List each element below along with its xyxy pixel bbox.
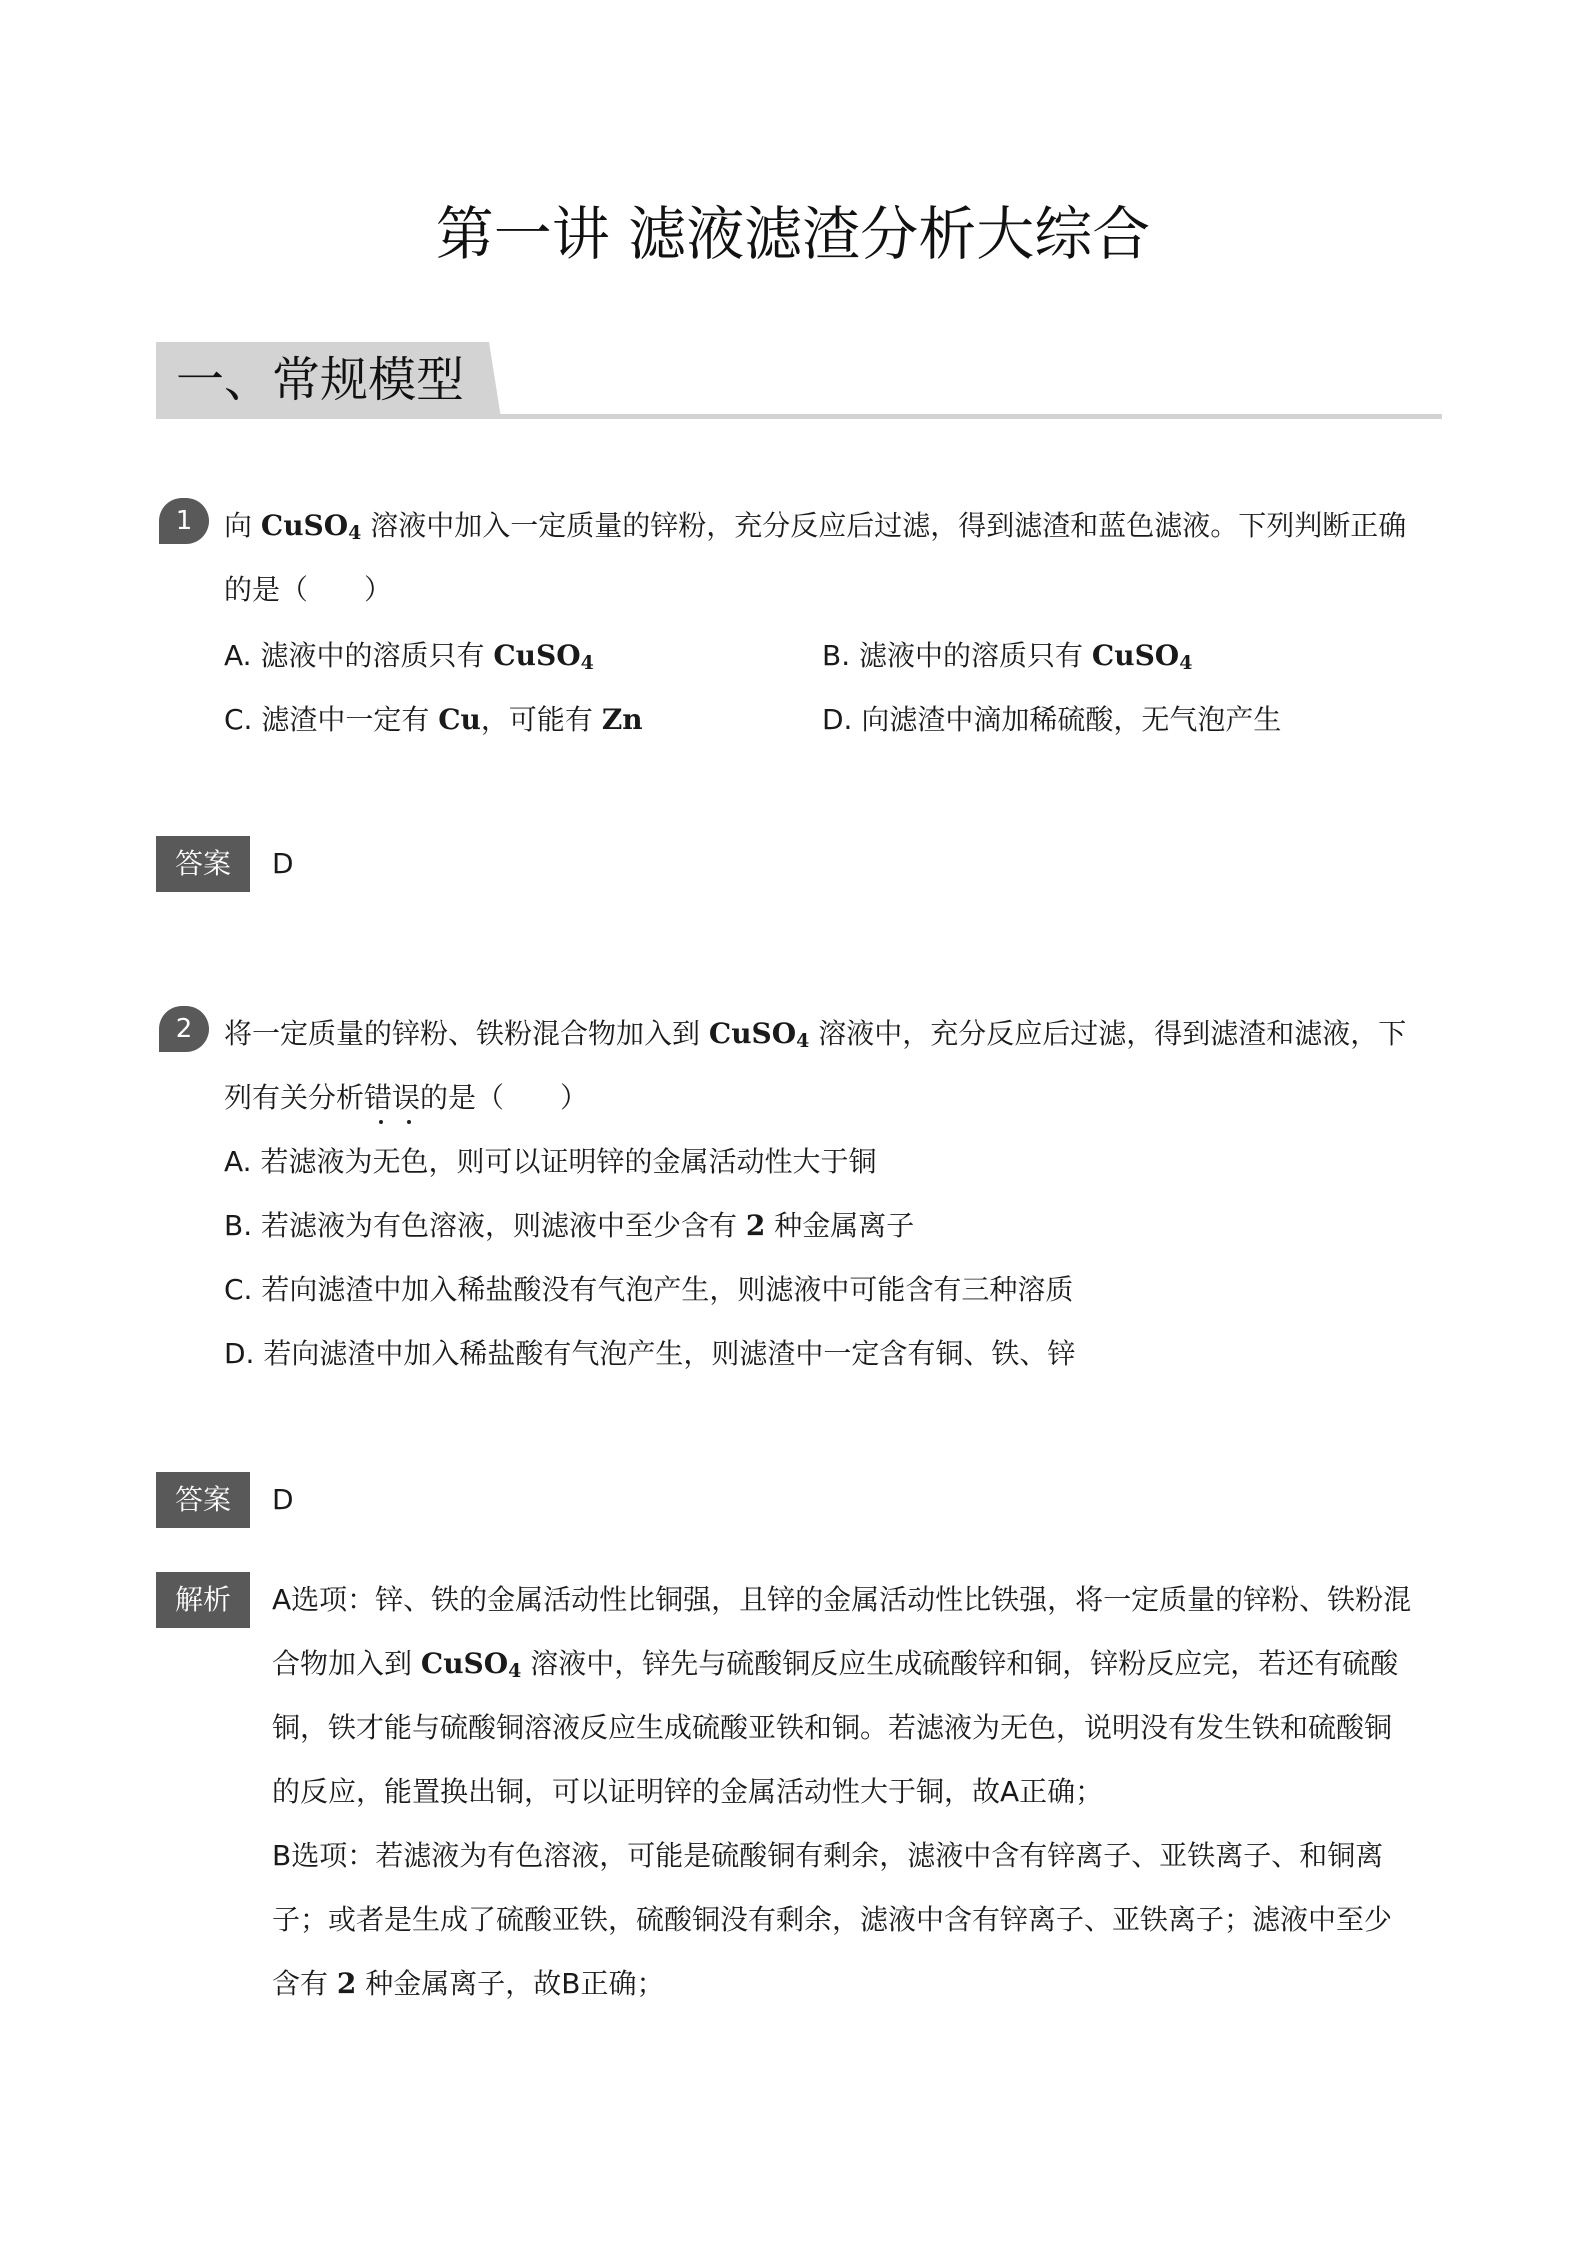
analysis-tag: 解析 [156,1572,250,1628]
option-a: A. 滤液中的溶质只有 CuSO$_4$ [224,639,594,674]
analysis-line: A选项：锌、铁的金属活动性比铜强，且锌的金属活动性比铁强，将一定质量的锌粉、铁粉混 [272,1583,1412,1616]
question-number-badge: 1 [159,498,209,544]
option-c: C. 若向滤渣中加入稀盐酸没有气泡产生，则滤液中可能含有三种溶质 [224,1273,1074,1306]
option-d: D. 向滤渣中滴加稀硫酸，无气泡产生 [822,703,1282,736]
stem-text: 溶液中加入一定质量的锌粉，充分反应后过滤，得到滤渣和蓝色滤液。下列判断正确 [361,509,1407,542]
section-divider [156,414,1442,419]
question-number-badge: 2 [159,1006,209,1052]
chemical-formula: CuSO$_4$ [493,639,594,674]
analysis-line: 合物加入到 CuSO$_4$ 溶液中，锌先与硫酸铜反应生成硫酸锌和铜，锌粉反应完，若还有硫酸 [272,1647,1399,1682]
analysis-line: B选项：若滤液为有色溶液，可能是硫酸铜有剩余，滤液中含有锌离子、亚铁离子、和铜离 [272,1839,1384,1872]
option-b: B. 滤液中的溶质只有 CuSO$_4$ [822,639,1193,674]
analysis-line: 铜，铁才能与硫酸铜溶液反应生成硫酸亚铁和铜。若滤液为无色，说明没有发生铁和硫酸铜 [272,1711,1393,1744]
chemical-formula: CuSO$_4$ [260,509,362,544]
chemical-formula: CuSO$_4$ [1091,639,1193,674]
question-stem: 将一定质量的锌粉、铁粉混合物加入到 CuSO$_4$ 溶液中，充分反应后过滤，得到滤渣和滤液，下 [224,1017,1407,1052]
option-c: C. 滤渣中一定有 Cu，可能有 Zn [224,703,643,736]
option-d: D. 若向滤渣中加入稀盐酸有气泡产生，则滤渣中一定含有铜、铁、锌 [224,1337,1076,1370]
answer-tag: 答案 [156,836,250,892]
analysis-line: 含有 2 种金属离子，故B正确； [272,1967,665,2000]
emphasis-dot [407,1120,411,1124]
analysis-line: 子；或者是生成了硫酸亚铁，硫酸铜没有剩余，滤液中含有锌离子、亚铁离子；滤液中至少 [272,1903,1393,1936]
analysis-line: 的反应，能置换出铜，可以证明锌的金属活动性大于铜，故A正确； [272,1775,1104,1808]
question-stem [224,506,1406,553]
chemical-formula: CuSO$_4$ [708,1017,810,1052]
option-b: B. 若滤液为有色溶液，则滤液中至少含有 2 种金属离子 [224,1209,915,1242]
question-stem-continued: 的是（ ） [224,573,393,606]
chemical-formula: CuSO$_4$ [420,1647,522,1682]
page-title: 第一讲 滤液滤渣分析大综合 [435,200,1151,268]
answer-tag: 答案 [156,1472,250,1528]
option-a: A. 若滤液为无色，则可以证明锌的金属活动性大于铜 [224,1145,877,1178]
answer-value: D [272,847,294,880]
stem-text: 向 [224,509,261,542]
emphasis-dot [379,1120,383,1124]
answer-value: D [272,1483,294,1516]
section-title: 一、常规模型 [176,352,465,408]
question-stem-continued: 列有关分析错误的是（ ） [224,1081,589,1114]
